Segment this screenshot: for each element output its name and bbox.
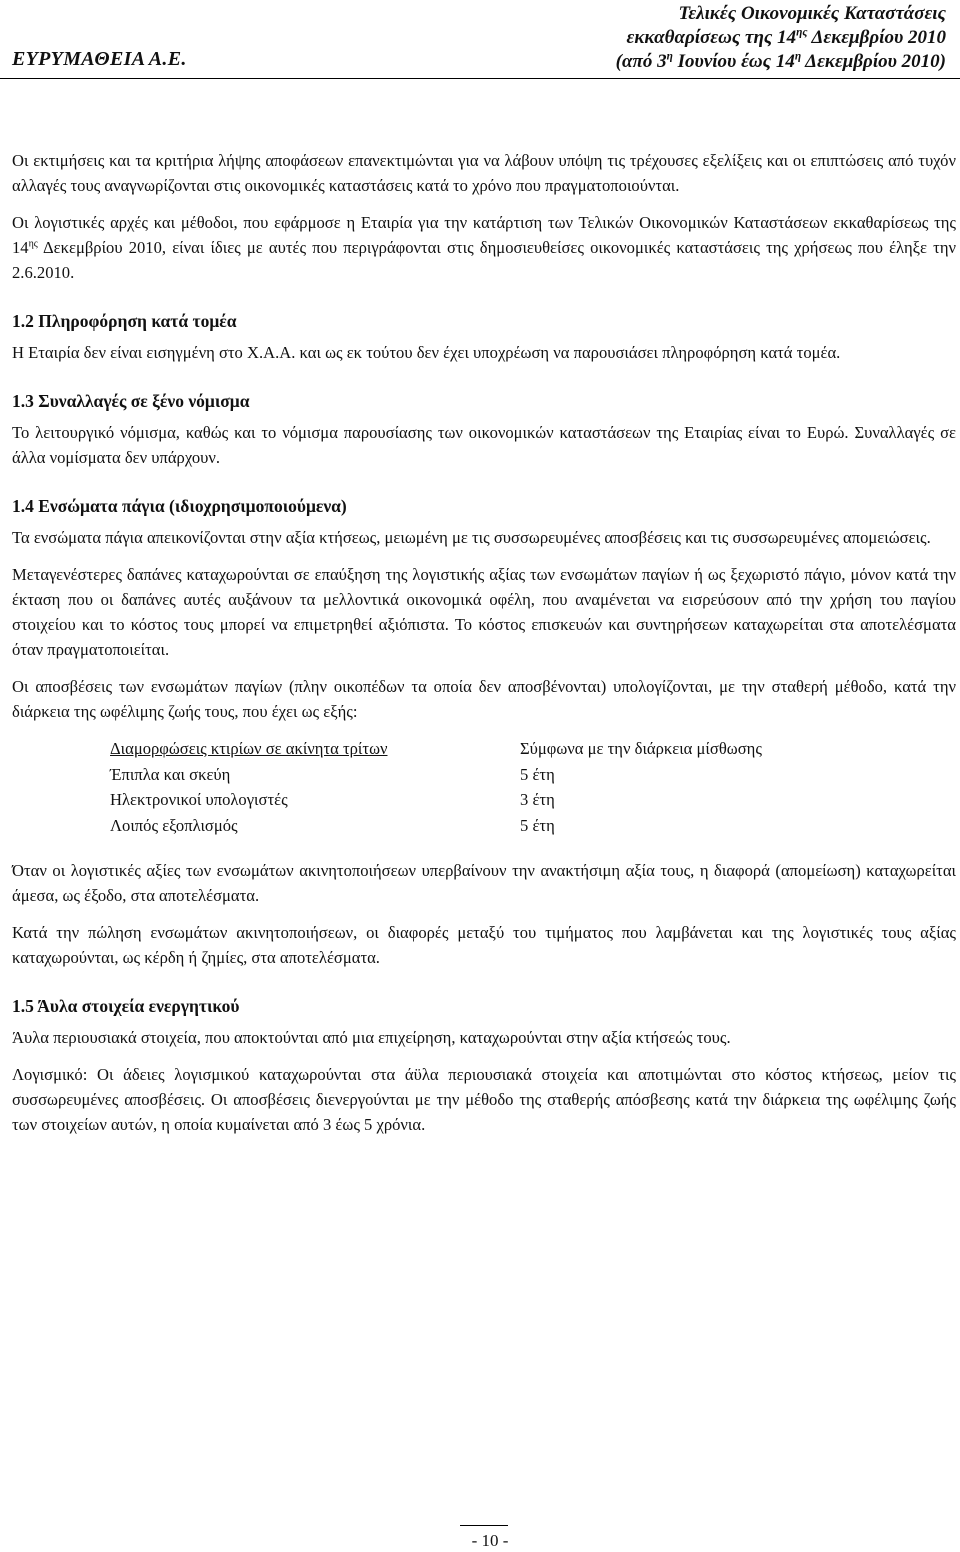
section-1-4-heading: 1.4 Ενσώματα πάγια (ιδιοχρησιμοποιούμενα) (12, 496, 347, 516)
report-title-line3 (616, 50, 946, 74)
section-1-5-paragraph-2: Λογισμικό: Οι άδειες λογισμικού καταχωρούνται στα άϋλα περιουσιακά στοιχεία και αποτιμώνται στο κόστος κτήσεως, μείον τις συσσωρευμένες αποσβέσεις. Οι αποσβέσεις διενεργούνται με την μέθοδο της σταθερής απόσβεσης κατά την διάρκεια της ωφέλιμης ζωής των στοιχείων αυτών, η οποία κυμαίνεται από 3 έως 5 χρόνια. (12, 1065, 956, 1134)
table-row (110, 787, 762, 813)
company-name: ΕΥΡΥΜΑΘΕΙΑ Α.Ε. (12, 48, 187, 70)
useful-life: 5 έτη (520, 764, 555, 784)
title-line2-text: εκκαθαρίσεως της 14 (626, 27, 797, 48)
footer-divider (460, 1525, 508, 1526)
section-1-3-text: Το λειτουργικό νόμισμα, καθώς και το νόμισμα παρουσίασης των οικονομικών καταστάσεων της Εταιρίας είναι το Ευρώ. Συναλλαγές σε άλλα νομίσματα δεν υπάρχουν. (12, 423, 956, 467)
asset-category: Λοιπός εξοπλισμός (110, 815, 238, 835)
header-divider (0, 78, 960, 79)
useful-life: 3 έτη (520, 790, 555, 809)
page-header (0, 0, 960, 78)
report-title-line2 (616, 26, 946, 50)
section-1-5-heading: 1.5 Άυλα στοιχεία ενεργητικού (12, 996, 240, 1016)
page-number (0, 1531, 960, 1551)
intro-p2-text: Οι λογιστικές αρχές και μέθοδοι, που εφάρμοσε η Εταιρία για την κατάρτιση των Τελικών Οικονομικών Καταστάσεων εκκαθαρίσεως της 14 (12, 213, 956, 257)
table-row (110, 762, 762, 788)
section-1-5-paragraph-1: Άυλα περιουσιακά στοιχεία, που αποκτούνται από μια επιχείρηση, καταχωρούνται στην αξία κτήσεώς τους. (12, 1028, 731, 1047)
useful-life: 5 έτη (520, 815, 555, 835)
intro-paragraph-2 (12, 210, 956, 285)
title-line2-date: Δεκεμβρίου 2010 (807, 27, 946, 48)
period-start-sup: η (666, 50, 673, 63)
section-1-4-paragraph-1: Τα ενσώματα πάγια απεικονίζονται στην αξία κτήσεως, μειωμένη με τις συσσωρευμένες αποσβέσεις και τις συσσωρευμένες απομειώσεις. (12, 528, 931, 547)
report-title (616, 2, 946, 74)
depreciation-table (110, 736, 762, 838)
section-1-4-paragraph-2: Μεταγενέστερες δαπάνες καταχωρούνται σε επαύξηση της λογιστικής αξίας των ενσωμάτων παγίων ή ως ξεχωριστό πάγιο, μόνον κατά την έκταση που οι δαπάνες αυτές αυξάνουν τα μελλοντικά οικονομικά οφέλη, που αναμένεται να εισρεύσουν από την χρήση του παγίου στοιχείου και το κόστος τους μπορεί να επιμετρηθεί αξιόπιστα. Το κόστος επισκευών και συντηρήσεων καταχωρείται στα αποτελέσματα όταν πραγματοποιείται. (12, 565, 956, 659)
section-1-4-paragraph-4: Όταν οι λογιστικές αξίες των ενσωμάτων ακινητοποιήσεων υπερβαίνουν την ανακτήσιμη αξία τους, η διαφορά (απομείωση) καταχωρείται άμεσα, ως έξοδο, στα αποτελέσματα. (12, 861, 956, 905)
intro-paragraph-1: Οι εκτιμήσεις και τα κριτήρια λήψης αποφάσεων επανεκτιμώνται για να λάβουν υπόψη τις τρέχουσες εξελίξεις και οι επιπτώσεις από τυχόν αλλαγές τους αναγνωρίζονται στις οικονομικές καταστάσεις κατά το χρόνο που πραγματοποιούνται. (12, 151, 956, 195)
period-end: Δεκεμβρίου 2010) (801, 51, 946, 72)
section-1-3-heading: 1.3 Συναλλαγές σε ξένο νόμισμα (12, 391, 250, 411)
section-1-2-text: Η Εταιρία δεν είναι εισηγμένη στο Χ.Α.Α. και ως εκ τούτου δεν έχει υποχρέωση να παρουσιάσει πληροφόρηση κατά τομέα. (12, 343, 841, 362)
asset-category: Έπιπλα και σκεύη (110, 764, 231, 784)
period-start: (από 3 (615, 51, 667, 72)
table-row (110, 813, 762, 839)
intro-p2-sup: ης (28, 238, 38, 250)
document-body (12, 148, 956, 1149)
period-end-sup: η (794, 50, 802, 63)
report-title-line1: Τελικές Οικονομικές Καταστάσεις (678, 3, 946, 24)
intro-p2-rest: Δεκεμβρίου 2010, είναι ίδιες με αυτές που περιγράφονται στις δημοσιευθείσες οικονομικές καταστάσεις της χρήσεως που έληξε την 2.6.2010. (12, 238, 956, 282)
asset-category: Διαμορφώσεις κτιρίων σε ακίνητα τρίτων (110, 739, 388, 758)
asset-category: Ηλεκτρονικοί υπολογιστές (110, 790, 288, 809)
useful-life: Σύμφωνα με την διάρκεια μίσθωσης (520, 739, 762, 758)
title-line2-sup: ης (796, 26, 808, 39)
page-number-text: - 10 - (471, 1531, 509, 1550)
table-row (110, 736, 762, 762)
section-1-2-heading: 1.2 Πληροφόρηση κατά τομέα (12, 311, 237, 331)
section-1-4-paragraph-5: Κατά την πώληση ενσωμάτων ακινητοποιήσεων, οι διαφορές μεταξύ του τιμήματος που λαμβάνεται και της λογιστικές τους αξίας καταχωρούνται, ως κέρδη ή ζημίες, στα αποτελέσματα. (12, 923, 956, 967)
section-1-4-paragraph-3: Οι αποσβέσεις των ενσωμάτων παγίων (πλην οικοπέδων τα οποία δεν αποσβένονται) υπολογίζονται, με την σταθερή μέθοδο, κατά την διάρκεια της ωφέλιμης ζωής τους, που έχει ως εξής: (12, 677, 956, 721)
period-mid: Ιουνίου έως 14 (672, 51, 795, 72)
